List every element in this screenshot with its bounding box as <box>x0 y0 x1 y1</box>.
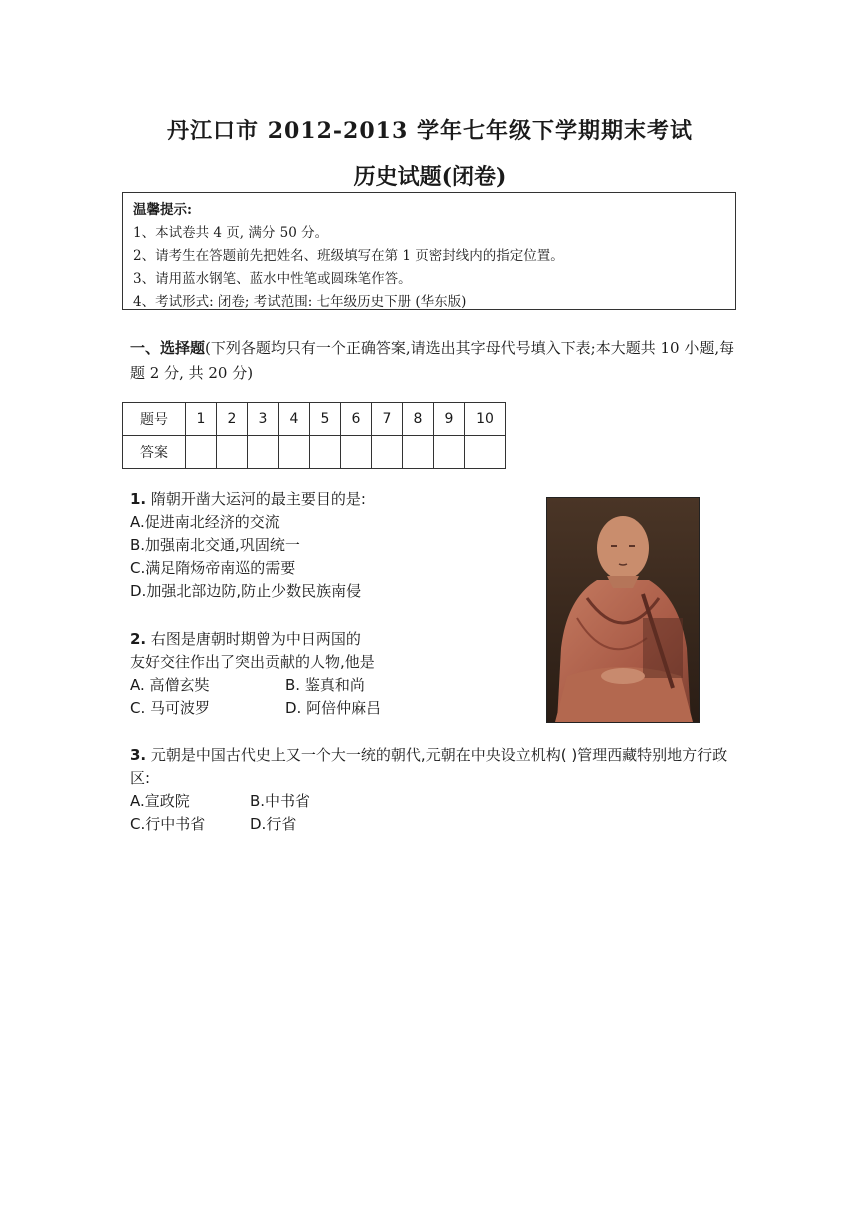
option: D.行省 <box>250 815 297 833</box>
question-number-cell: 7 <box>372 403 403 436</box>
option: B.加强南北交通,巩固统一 <box>130 536 300 554</box>
question-stem: 隋朝开凿大运河的最主要目的是: <box>150 490 366 508</box>
question-number-cell: 10 <box>465 403 506 436</box>
question-number-cell: 2 <box>217 403 248 436</box>
question-2 <box>130 628 530 720</box>
tip-item: 1、本试卷共 4 页, 满分 50 分。 <box>133 225 329 241</box>
option-row <box>130 790 740 813</box>
option: A.宣政院 <box>130 792 190 810</box>
option-row <box>130 813 740 836</box>
answer-cell[interactable] <box>341 436 372 469</box>
question-number-cell: 5 <box>310 403 341 436</box>
exam-title: 丹江口市 2012-2013 学年七年级下学期期末考试 <box>167 118 693 144</box>
row-label: 答案 <box>123 436 186 469</box>
option: B.中书省 <box>250 792 311 810</box>
question-3 <box>130 744 740 836</box>
option: C.行中书省 <box>130 815 206 833</box>
tips-heading: 温馨提示: <box>133 202 192 218</box>
table-row <box>123 436 506 469</box>
question-number: 3. <box>130 746 147 764</box>
tip-item: 2、请考生在答题前先把姓名、班级填写在第 1 页密封线内的指定位置。 <box>133 248 564 264</box>
option: D. 阿倍仲麻吕 <box>285 699 382 717</box>
answer-cell[interactable] <box>248 436 279 469</box>
answer-cell[interactable] <box>403 436 434 469</box>
section-heading <box>130 336 740 386</box>
question-number-cell: 9 <box>434 403 465 436</box>
question-number-cell: 8 <box>403 403 434 436</box>
question-number: 2. <box>130 630 147 648</box>
tip-item: 3、请用蓝水钢笔、蓝水中性笔或圆珠笔作答。 <box>133 271 412 287</box>
tips-box <box>122 192 736 310</box>
option: A.促进南北经济的交流 <box>130 513 280 531</box>
question-stem: 元朝是中国古代史上又一个大一统的朝代,元朝在中央设立机构( )管理西藏特别地方行政区: <box>130 746 728 787</box>
option: C.满足隋炀帝南巡的需要 <box>130 559 296 577</box>
table-row <box>123 403 506 436</box>
option: D.加强北部边防,防止少数民族南侵 <box>130 582 362 600</box>
answer-cell[interactable] <box>186 436 217 469</box>
answer-cell[interactable] <box>434 436 465 469</box>
option-row <box>130 697 530 720</box>
answer-table <box>122 402 506 469</box>
question-number-cell: 1 <box>186 403 217 436</box>
exam-subtitle: 历史试题(闭卷) <box>353 164 507 190</box>
answer-cell[interactable] <box>465 436 506 469</box>
answer-cell[interactable] <box>310 436 341 469</box>
question-number-cell: 6 <box>341 403 372 436</box>
section-title: 一、选择题 <box>130 339 206 357</box>
question-stem-continued: 友好交往作出了突出贡献的人物,他是 <box>130 653 375 671</box>
tip-item: 4、考试形式: 闭卷; 考试范围: 七年级历史下册 (华东版) <box>133 294 467 310</box>
question-stem: 右图是唐朝时期曾为中日两国的 <box>150 630 361 648</box>
answer-cell[interactable] <box>217 436 248 469</box>
answer-cell[interactable] <box>372 436 403 469</box>
question-number-cell: 3 <box>248 403 279 436</box>
option: B. 鉴真和尚 <box>285 676 365 694</box>
row-label: 题号 <box>123 403 186 436</box>
question-number: 1. <box>130 490 147 508</box>
answer-cell[interactable] <box>279 436 310 469</box>
question-number-cell: 4 <box>279 403 310 436</box>
option: C. 马可波罗 <box>130 699 211 717</box>
monk-statue-image <box>546 497 700 723</box>
option: A. 高僧玄奘 <box>130 676 210 694</box>
question-1 <box>130 488 530 603</box>
option-row <box>130 674 530 697</box>
section-instructions: (下列各题均只有一个正确答案,请选出其字母代号填入下表;本大题共 10 小题,每题 2 分, 共 20 分) <box>130 339 735 382</box>
